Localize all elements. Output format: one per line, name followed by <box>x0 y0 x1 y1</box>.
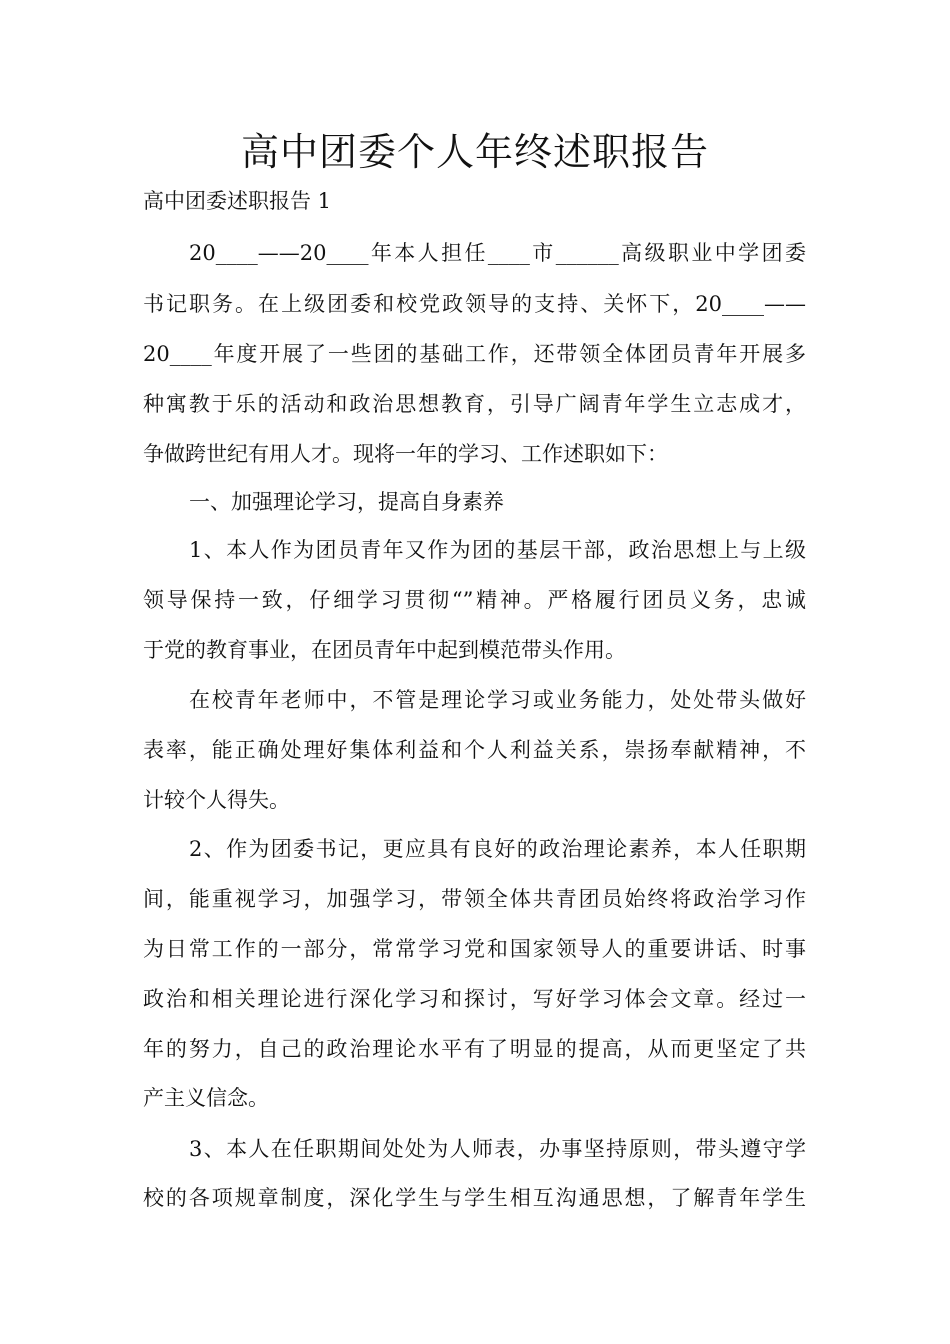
text-line: 于党的教育事业，在团员青年中起到模范带头作用。 <box>143 638 626 662</box>
text-line: 书记职务。在上级团委和校党政领导的支持、关怀下，20____—— <box>143 292 806 316</box>
text-line: 在校青年老师中，不管是理论学习或业务能力，处处带头做好 <box>189 688 806 712</box>
text-line: 20____——20____年本人担任____市______高级职业中学团委 <box>189 241 806 265</box>
text-line: 领导保持一致，仔细学习贯彻“”精神。严格履行团员义务，忠诚 <box>143 588 806 612</box>
document-title: 高中团委个人年终述职报告 <box>240 130 709 174</box>
text-line: 间，能重视学习，加强学习，带领全体共青团员始终将政治学习作 <box>143 887 806 911</box>
text-line: 政治和相关理论进行深化学习和探讨，写好学习体会文章。经过一 <box>143 987 806 1011</box>
text-line: 产主义信念。 <box>143 1086 269 1110</box>
text-line: 2、作为团委书记，更应具有良好的政治理论素养，本人任职期 <box>189 837 806 861</box>
section-heading: 一、加强理论学习，提高自身素养 <box>189 490 504 514</box>
text-line: 计较个人得失。 <box>143 788 290 812</box>
text-line: 1、本人作为团员青年又作为团的基层干部，政治思想上与上级 <box>189 538 806 562</box>
text-line: 为日常工作的一部分，常常学习党和国家领导人的重要讲话、时事 <box>143 937 806 961</box>
document-subtitle: 高中团委述职报告 1 <box>143 189 332 213</box>
text-line: 校的各项规章制度，深化学生与学生相互沟通思想，了解青年学生 <box>143 1186 806 1210</box>
text-line: 种寓教于乐的活动和政治思想教育，引导广阔青年学生立志成才， <box>143 392 806 416</box>
text-line: 表率，能正确处理好集体利益和个人利益关系，崇扬奉献精神，不 <box>143 738 806 762</box>
text-line: 20____年度开展了一些团的基础工作，还带领全体团员青年开展多 <box>143 342 806 366</box>
text-line: 年的努力，自己的政治理论水平有了明显的提高，从而更坚定了共 <box>143 1037 806 1061</box>
text-line: 争做跨世纪有用人才。现将一年的学习、工作述职如下： <box>143 442 668 466</box>
text-line: 3、本人在任职期间处处为人师表，办事坚持原则，带头遵守学 <box>189 1137 806 1161</box>
